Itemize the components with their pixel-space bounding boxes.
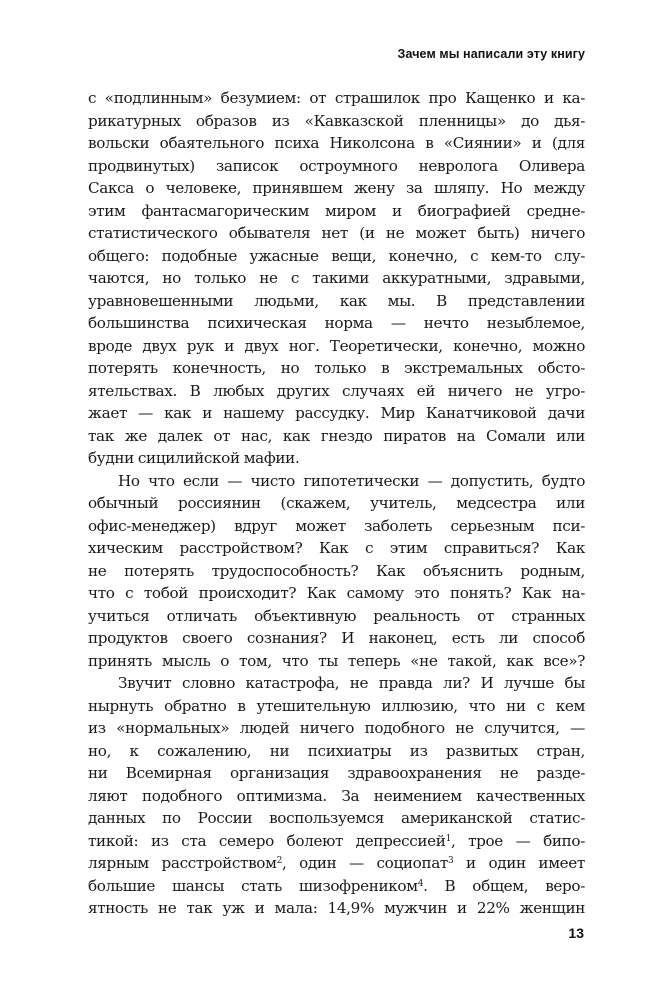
text-line: учиться отличать объективную реальность от странных [88,606,585,625]
text-line: но, к сожалению, ни психиатры из развитых стран, [88,741,585,760]
line-text: лярным расстройством [88,854,277,872]
text-line: принять мысль о том, что ты теперь «не такой, как все»? [88,651,585,670]
text-line-with-footnote [88,830,585,853]
text-line: нырнуть обратно в утешительную иллюзию, что ни с кем [88,696,585,715]
text-line: Сакса о человеке, принявшем жену за шляпу. Но между [88,179,585,197]
footnote-ref-1: 1 [445,833,451,844]
text-line: так же далек от нас, как гнездо пиратов на Сомали или [88,426,585,445]
text-line: хическим расстройством? Как с этим справиться? Как [88,539,585,557]
footnote-ref-4: 4 [417,878,424,889]
text-line: будни сицилийской мафии. [88,449,300,467]
running-head: Зачем мы написали эту книгу [397,47,585,61]
text-line-with-footnote [88,852,585,875]
text-line: вроде двух рук и двух ног. Теоретически, конечно, можно [88,336,585,355]
text-line: продуктов своего сознания? И наконец, есть ли способ [88,629,585,647]
text-line-with-footnote [88,875,585,898]
text-line: потерять конечность, но только в экстремальных обсто- [88,359,585,377]
text-line: обычный россиянин (скажем, учитель, медсестра или [88,494,585,512]
text-line: уравновешенными людьми, как мы. В представлении [88,291,585,310]
footnote-ref-2: 2 [276,856,282,866]
text-line: ни Всемирная организация здравоохранения не разде- [88,764,585,782]
line-text: и один имеет [453,854,585,872]
text-line: данных по России воспользуемся американской статис- [88,809,585,827]
line-text: тикой: из ста семеро болеют депрессией [88,831,446,850]
text-line: общего: подобные ужасные вещи, конечно, с кем-то слу- [88,246,585,265]
text-line: ляют подобного оптимизма. За неимением качественных [88,786,585,805]
text-line: с «подлинным» безумием: от страшилок про Кащенко и ка- [88,89,585,107]
text-line: вольски обаятельного психа Николсона в «Сиянии» и (для [88,134,585,152]
line-text: , один — социопат [281,854,448,872]
text-line: большинства психическая норма — нечто незыблемое, [88,314,585,332]
text-line: Звучит словно катастрофа, не правда ли? И лучше бы [118,674,585,692]
text-line: Но что если — чисто гипотетически — допустить, будто [118,471,585,490]
text-line: ятность не так уж и мала: 14,9% мужчин и 22% женщин [88,899,585,917]
text-line: что с тобой происходит? Как самому это понять? Как на- [88,584,585,602]
line-text: большие шансы стать шизофреником [88,876,418,895]
text-line: не потерять трудоспособность? Как объяснить родным, [88,561,585,580]
body-text [88,87,585,920]
text-line: этим фантасмагорическим миром и биографией средне- [88,201,585,220]
line-text: . В общем, веро- [423,876,585,895]
text-line: статистического обывателя нет (и не может быть) ничего [88,224,585,242]
line-text: , трое — бипо- [450,831,585,850]
text-line: рикатурных образов из «Кавказской пленницы» до дья- [88,111,585,130]
text-line: офис-менеджер) вдруг может заболеть серьезным пси- [88,516,585,535]
text-line: продвинутых) записок остроумного невролога Оливера [88,156,585,175]
footnote-ref-3: 3 [448,856,454,866]
text-line: из «нормальных» людей ничего подобного не случится, — [88,719,585,737]
page-number: 13 [568,925,584,941]
text-line: жает — как и нашему рассудку. Мир Канатчиковой дачи [88,404,585,422]
text-line: чаются, но только не с такими аккуратными, здравыми, [88,269,585,287]
text-line: ятельствах. В любых других случаях ей ничего не угро- [88,381,585,400]
